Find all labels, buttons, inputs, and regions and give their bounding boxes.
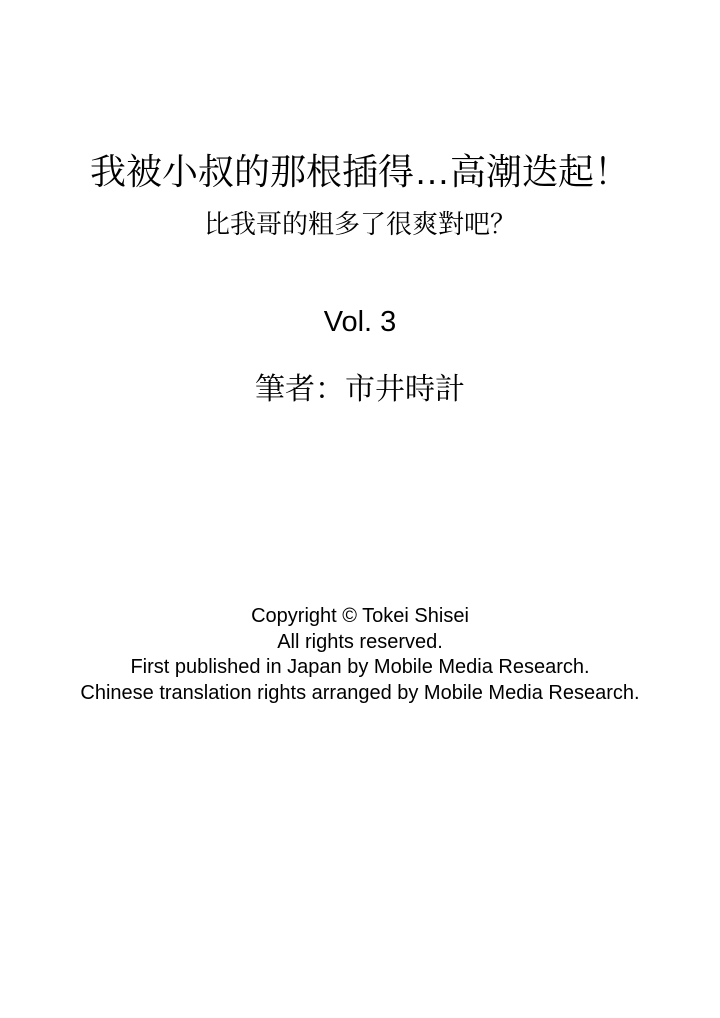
copyright-block bbox=[0, 604, 720, 706]
copyright-line-rights: All rights reserved. bbox=[277, 630, 443, 653]
copyright-line-translation: Chinese translation rights arranged by Mobile Media Research. bbox=[80, 681, 640, 704]
volume-label: Vol. 3 bbox=[323, 306, 397, 338]
manga-subtitle: 比我哥的粗多了很爽對吧？ bbox=[203, 209, 516, 239]
author-line: 筆者：市井時計 bbox=[255, 373, 465, 406]
copyright-line-holder: Copyright © Tokei Shisei bbox=[251, 605, 469, 627]
copyright-line-publisher: First published in Japan by Mobile Media Research. bbox=[130, 656, 590, 678]
manga-title: 我被小叔的那根插得…高潮迭起！ bbox=[89, 151, 630, 192]
